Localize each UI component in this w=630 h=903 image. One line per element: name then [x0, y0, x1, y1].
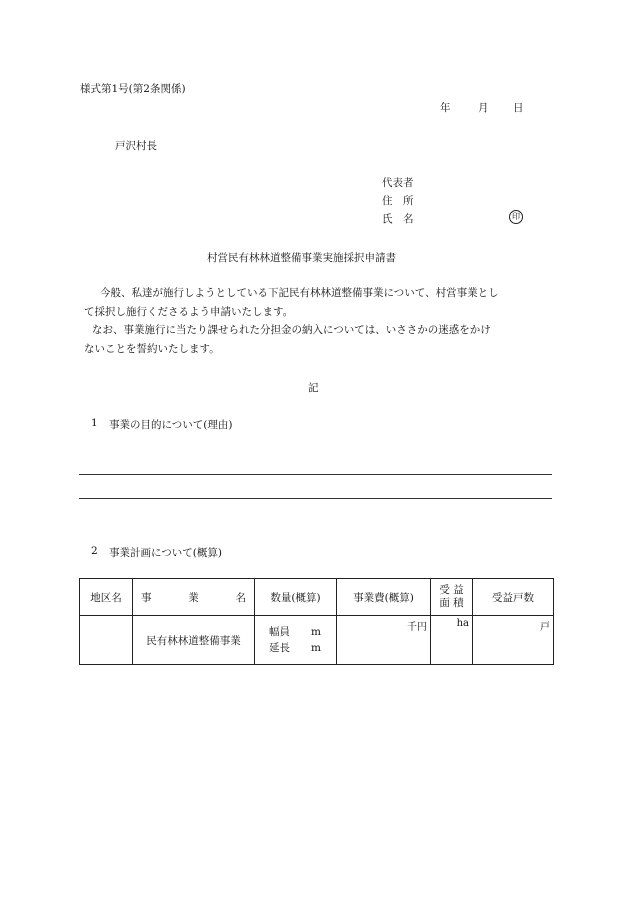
header-project-name: [133, 579, 255, 616]
cell-households: [473, 616, 554, 665]
header-area-char: 益: [453, 584, 464, 596]
body-line: ないことを誓約いたします。: [84, 342, 220, 355]
section1-heading: 事業の目的について(理由): [109, 419, 233, 431]
body-line: 今般、私達が施行しようとしている下記民有林林道整備事業について、村営事業とし: [100, 287, 499, 299]
body-paragraph-1: [84, 284, 554, 321]
representative-label: 代表者: [382, 177, 414, 189]
writing-line: [79, 498, 552, 499]
date-year-label: 年: [440, 102, 451, 114]
header-benefit-area: [431, 579, 473, 616]
body-line: なお、事業施行に当たり課せられた分担金の納入については、いささかの迷惑をかけ: [92, 324, 491, 336]
width-unit: m: [311, 626, 321, 638]
header-households: 受益戸数: [473, 579, 554, 616]
cell-district: [80, 616, 133, 665]
table-header-row: [80, 579, 554, 616]
cell-cost: [337, 616, 431, 665]
cost-unit: 千円: [407, 622, 427, 633]
date-month-label: 月: [478, 102, 489, 114]
body-paragraph-2: [84, 321, 554, 358]
project-plan-table: [79, 578, 554, 665]
header-area-char: 受: [439, 584, 450, 596]
body-line: て採択し施行くださるよう申請いたします。: [84, 305, 294, 318]
section2-number: 2: [91, 545, 98, 557]
width-label: 幅員: [269, 626, 290, 638]
name-label: 氏 名: [382, 213, 414, 225]
address-label: 住 所: [382, 195, 414, 207]
writing-line: [79, 474, 552, 475]
header-quantity: 数量(概算): [255, 579, 337, 616]
section2-heading: 事業計画について(概算): [109, 547, 222, 559]
date-day-label: 日: [513, 102, 524, 114]
header-project-char: 名: [235, 591, 246, 604]
header-cost: 事業費(概算): [337, 579, 431, 616]
document-title: 村営民有林林道整備事業実施採択申請書: [207, 252, 396, 264]
header-district: 地区名: [80, 579, 133, 616]
header-area-char: 積: [453, 597, 464, 609]
form-number: 様式第1号(第2条関係): [80, 83, 186, 95]
area-unit: ha: [456, 618, 469, 629]
addressee: 戸沢村長: [115, 140, 157, 152]
header-project-char: 業: [188, 591, 199, 604]
header-area-char: 面: [439, 597, 450, 609]
table-row: [80, 616, 554, 665]
ki-mark: 記: [308, 382, 319, 394]
households-unit: 戸: [540, 622, 550, 633]
length-label: 延長: [269, 642, 290, 654]
cell-benefit-area: [431, 616, 473, 665]
header-project-char: 事: [141, 591, 152, 604]
cell-quantity: [255, 616, 337, 665]
length-unit: m: [311, 642, 321, 654]
section1-number: 1: [91, 417, 98, 429]
cell-project-name: 民有林林道整備事業: [133, 616, 255, 665]
seal-mark: 印: [509, 210, 523, 224]
